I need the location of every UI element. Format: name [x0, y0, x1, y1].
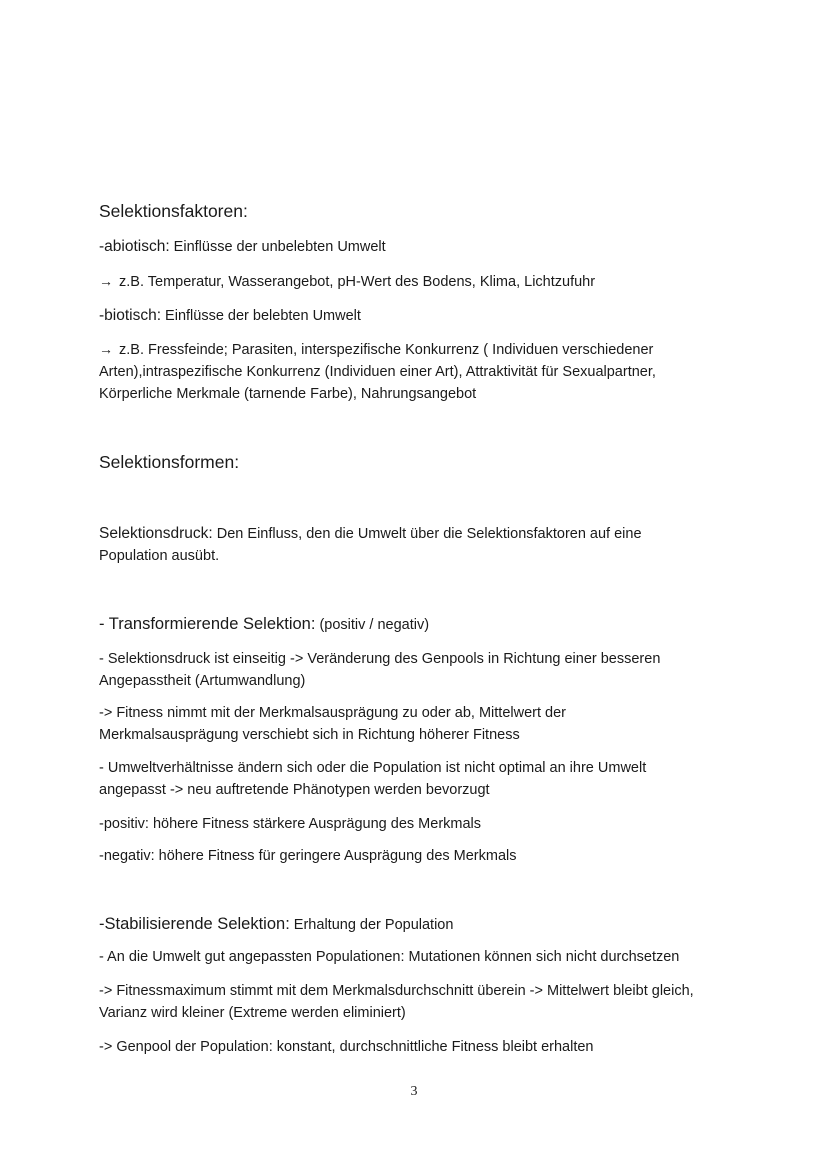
transformierende-point-1: - Selektionsdruck ist einseitig -> Veränderung des Genpools in Richtung einer besseren Angepasstheit (Artumwandlung) [99, 651, 661, 689]
stabilisierende-heading [99, 913, 739, 936]
abiotisch-label: -abiotisch: [99, 238, 170, 255]
biotisch-examples-paragraph [99, 338, 719, 405]
right-arrow-icon: → [99, 273, 113, 289]
stabilisierende-point-3: -> Genpool der Population: konstant, durchschnittliche Fitness bleibt erhalten [99, 1039, 594, 1055]
transformierende-point-5: -negativ: höhere Fitness für geringere Ausprägung des Merkmals [99, 848, 517, 864]
transformierende-point-4: -positiv: höhere Fitness stärkere Ausprägung des Merkmals [99, 816, 482, 832]
transformierende-label: - Transformierende Selektion: [99, 615, 316, 633]
stabilisierende-qualifier: Erhaltung der Population [289, 917, 454, 933]
selektionsdruck-text: Den Einfluss, den die Umwelt über die Selektionsfaktoren auf eine Population ausübt. [99, 526, 642, 564]
stabilisierende-label: -Stabilisierende Selektion: [99, 915, 290, 933]
right-arrow-icon: → [99, 341, 113, 357]
abiotisch-text: Einflüsse der unbelebten Umwelt [169, 239, 386, 255]
transformierende-qualifier: (positiv / negativ) [315, 617, 430, 633]
abiotisch-examples-line [99, 270, 739, 293]
abiotisch-examples: z.B. Temperatur, Wasserangebot, pH-Wert des Bodens, Klima, Lichtzufuhr [115, 274, 596, 290]
stabilisierende-point-2: -> Fitnessmaximum stimmt mit dem Merkmalsdurchschnitt überein -> Mittelwert bleibt gleich, Varianz wird kleiner (Extreme werden eliminiert) [99, 983, 694, 1021]
heading-selektionsformen: Selektionsformen: [99, 452, 240, 472]
heading-selektionsfaktoren: Selektionsfaktoren: [99, 201, 248, 221]
selektionsdruck-label: Selektionsdruck: [99, 525, 213, 542]
transformierende-point-3: - Umweltverhältnisse ändern sich oder die Population ist nicht optimal an ihre Umwelt angepasst -> neu auftretende Phänotypen werden bevorzugt [99, 760, 647, 798]
biotisch-text: Einflüsse der belebten Umwelt [161, 308, 361, 324]
transformierende-heading [99, 613, 739, 636]
biotisch-line [99, 305, 739, 327]
biotisch-label: -biotisch: [99, 307, 162, 324]
page-number: 3 [410, 1084, 418, 1099]
selektionsdruck-paragraph [99, 523, 709, 567]
transformierende-point-2: -> Fitness nimmt mit der Merkmalsausprägung zu oder ab, Mittelwert der Merkmalsausprägung verschiebt sich in Richtung höherer Fitness [99, 705, 566, 743]
abiotisch-line [99, 236, 739, 258]
biotisch-examples: z.B. Fressfeinde; Parasiten, interspezifische Konkurrenz ( Individuen verschiedener Arten),intraspezifische Konkurrenz (Individuen einer Art), Attraktivität für Sexualpartner, Körperliche Merkmale (tarnende Farbe), Nahrungsangebot [99, 342, 656, 402]
stabilisierende-point-1: - An die Umwelt gut angepassten Populationen: Mutationen können sich nicht durchsetzen [99, 949, 680, 965]
